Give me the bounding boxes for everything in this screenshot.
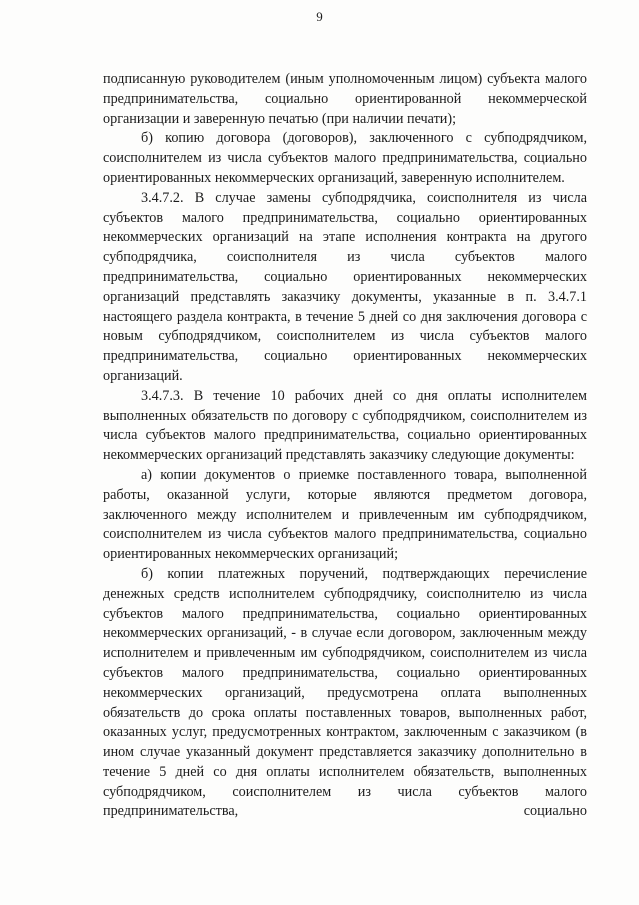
page-number: 9: [316, 9, 323, 24]
paragraph-3-4-7-2: 3.4.7.2. В случае замены субподрядчика, соисполнителя из числа субъектов малого предпринимательства, социально ориентированных некоммерческих организаций на этапе исполнения контракта на другого субподрядчика, соисполнителя из числа субъектов малого предпринимательства, социально ориентированных некоммерческих организаций представлять заказчику документы, указанные в п. 3.4.7.1 настоящего раздела контракта, в течение 5 дней со дня заключения договора с новым субподрядчиком, соисполнителем из числа субъектов малого предпринимательства, социально ориентированных некоммерческих организаций.: [103, 189, 587, 384]
paragraph-acceptance-documents: а) копии документов о приемке поставленного товара, выполненной работы, оказанной услуги, которые являются предметом договора, заключенного между исполнителем и привлеченным им субподрядчиком, соисполнителем из числа субъектов малого предпринимательства, социально ориентированных некоммерческих организаций;: [103, 466, 587, 563]
paragraph-payment-orders: б) копии платежных поручений, подтверждающих перечисление денежных средств исполнителем субподрядчику, соисполнителю из числа субъектов малого предпринимательства, социально ориентированных некоммерческих организаций, - в случае если договором, заключенным между исполнителем и привлеченным им субподрядчиком, соисполнителем из числа субъектов малого предпринимательства, социально ориентированных некоммерческих организаций, предусмотрена оплата выполненных обязательств до срока оплаты поставленных товаров, выполненных работ, оказанных услуг, предусмотренных контрактом, заключенным с заказчиком (в ином случае указанный документ представляется заказчику дополнительно в течение 5 дней со дня оплаты исполнителем обязательств, выполненных субподрядчиком, соисполнителем из числа субъектов малого предпринимательства, социально: [103, 565, 587, 820]
document-body: [103, 70, 587, 822]
paragraph-contract-copy: б) копию договора (договоров), заключенного с субподрядчиком, соисполнителем из числа субъектов малого предпринимательства, социально ориентированных некоммерческих организаций, заверенную исполнителем.: [103, 130, 587, 186]
paragraph-3-4-7-3: 3.4.7.3. В течение 10 рабочих дней со дня оплаты исполнителем выполненных обязательств по договору с субподрядчиком, соисполнителем из числа субъектов малого предпринимательства, социально ориентированных некоммерческих организаций представлять заказчику следующие документы:: [103, 387, 587, 464]
paragraph-signed-copy: подписанную руководителем (иным уполномоченным лицом) субъекта малого предпринимательства, социально ориентированной некоммерческой организации и заверенную печатью (при наличии печати);: [103, 71, 587, 127]
